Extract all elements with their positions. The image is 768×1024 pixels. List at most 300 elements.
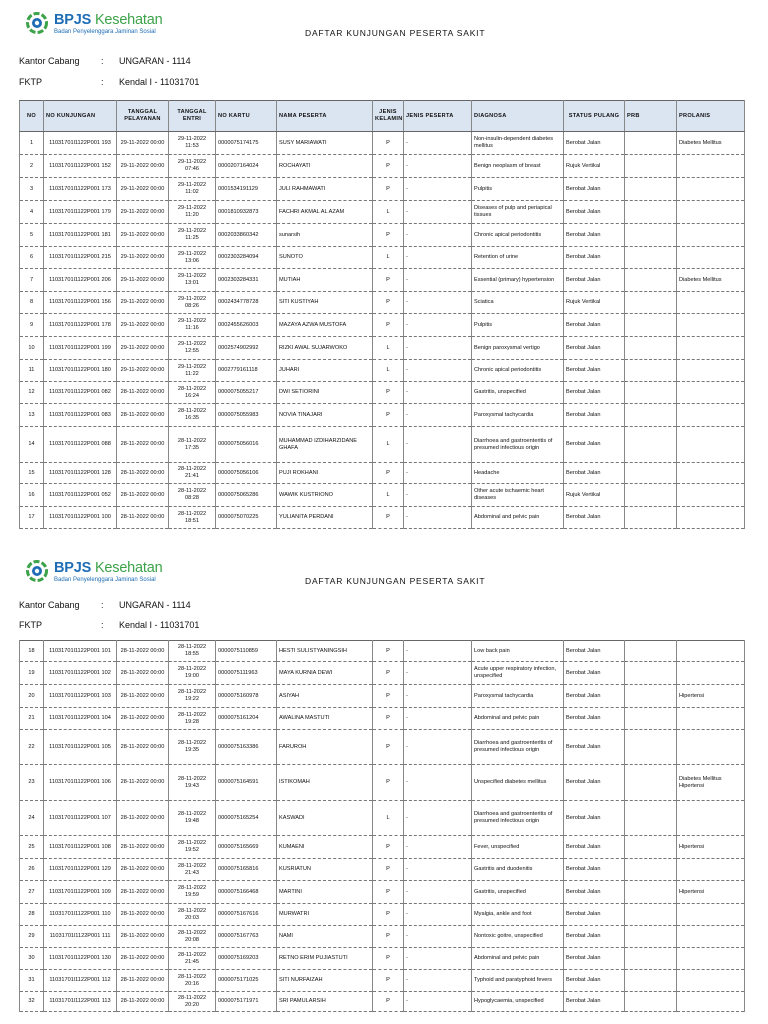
cell-prolanis <box>677 801 745 836</box>
cell-prolanis <box>677 948 745 970</box>
cell-no: 7 <box>20 269 44 292</box>
table-row <box>20 314 745 337</box>
cell-no-kartu: 0000075165669 <box>216 836 277 859</box>
cell-tanggal-pelayanan: 28-11-2022 00:00 <box>117 662 169 685</box>
cell-status-pulang: Berobat Jalan <box>564 948 625 970</box>
cell-diagnosa: Myalgia, ankle and foot <box>472 904 564 926</box>
cell-prolanis <box>677 992 745 1012</box>
cell-tanggal-pelayanan: 28-11-2022 00:00 <box>117 404 169 427</box>
cell-prb <box>625 992 677 1012</box>
cell-tanggal-pelayanan: 28-11-2022 00:00 <box>117 507 169 529</box>
table-row <box>20 427 745 463</box>
cell-no-kunjungan: 11031701l1122P001 129 <box>44 859 117 881</box>
table-row <box>20 292 745 314</box>
cell-tanggal-pelayanan: 28-11-2022 00:00 <box>117 904 169 926</box>
cell-no-kartu: 0000075110859 <box>216 641 277 662</box>
cell-no-kartu: 0000075055983 <box>216 404 277 427</box>
cell-no: 2 <box>20 155 44 178</box>
cell-no-kunjungan: 11031701l1122P001 173 <box>44 178 117 201</box>
cell-prolanis: Hipertensi <box>677 836 745 859</box>
cell-jenis-peserta: - <box>404 382 472 404</box>
cell-tanggal-entri: 28-11-2022 19:59 <box>169 881 216 904</box>
cell-no-kartu: 0002434778728 <box>216 292 277 314</box>
cell-no: 16 <box>20 484 44 507</box>
cell-tanggal-entri: 28-11-2022 19:52 <box>169 836 216 859</box>
cell-nama-peserta: NAMI <box>277 926 373 948</box>
cell-tanggal-entri: 28-11-2022 20:20 <box>169 992 216 1012</box>
cell-jenis-peserta: - <box>404 926 472 948</box>
cell-jenis-kelamin: P <box>373 382 404 404</box>
cell-no-kunjungan: 11031701l1122P001 193 <box>44 132 117 155</box>
cell-jenis-peserta: - <box>404 201 472 224</box>
cell-tanggal-entri: 29-11-2022 13:06 <box>169 247 216 269</box>
cell-jenis-kelamin: P <box>373 859 404 881</box>
cell-jenis-peserta: - <box>404 765 472 801</box>
cell-jenis-peserta: - <box>404 948 472 970</box>
cell-no-kunjungan: 11031701l1122P001 178 <box>44 314 117 337</box>
cell-tanggal-pelayanan: 28-11-2022 00:00 <box>117 641 169 662</box>
table-row <box>20 765 745 801</box>
cell-nama-peserta: MAZAYA AZWA MUSTOFA <box>277 314 373 337</box>
cell-nama-peserta: MUHAMMAD IZDIHARZIDANE GHAFA <box>277 427 373 463</box>
cell-prb <box>625 641 677 662</box>
table-row <box>20 132 745 155</box>
cell-no: 30 <box>20 948 44 970</box>
cell-tanggal-pelayanan: 28-11-2022 00:00 <box>117 765 169 801</box>
cell-status-pulang: Berobat Jalan <box>564 801 625 836</box>
cell-prb <box>625 314 677 337</box>
cell-no: 23 <box>20 765 44 801</box>
cell-prb <box>625 201 677 224</box>
cell-prolanis: Diabetes Mellitus <box>677 269 745 292</box>
cell-status-pulang: Rujuk Vertikal <box>564 292 625 314</box>
cell-diagnosa: Typhoid and paratyphoid fevers <box>472 970 564 992</box>
cell-no-kunjungan: 11031701l1122P001 206 <box>44 269 117 292</box>
cell-diagnosa: Other acute ischaemic heart diseases <box>472 484 564 507</box>
cell-diagnosa: Diarrhoea and gastroenteritis of presumed infectious origin <box>472 801 564 836</box>
cell-jenis-peserta: - <box>404 836 472 859</box>
cell-no: 26 <box>20 859 44 881</box>
cell-no-kunjungan: 11031701l1122P001 107 <box>44 801 117 836</box>
cell-nama-peserta: FACHRI AKMAL AL AZAM <box>277 201 373 224</box>
table-row <box>20 641 745 662</box>
document-title: DAFTAR KUNJUNGAN PESERTA SAKIT <box>305 28 486 38</box>
cell-no-kunjungan: 11031701l1122P001 199 <box>44 337 117 360</box>
table-row <box>20 247 745 269</box>
cell-tanggal-entri: 29-11-2022 13:01 <box>169 269 216 292</box>
cell-tanggal-pelayanan: 28-11-2022 00:00 <box>117 926 169 948</box>
table-row <box>20 708 745 730</box>
cell-status-pulang: Berobat Jalan <box>564 881 625 904</box>
table-row <box>20 685 745 708</box>
cell-no: 1 <box>20 132 44 155</box>
cell-prb <box>625 484 677 507</box>
table-row <box>20 269 745 292</box>
cell-jenis-kelamin: P <box>373 155 404 178</box>
col-jenis-peserta: JENIS PESERTA <box>404 101 472 132</box>
cell-no-kartu: 0000075163386 <box>216 730 277 765</box>
table-row <box>20 992 745 1012</box>
cell-jenis-kelamin: L <box>373 201 404 224</box>
cell-jenis-peserta: - <box>404 484 472 507</box>
cell-status-pulang: Berobat Jalan <box>564 247 625 269</box>
cell-prolanis <box>677 382 745 404</box>
cell-nama-peserta: KUMAENI <box>277 836 373 859</box>
cell-prolanis <box>677 247 745 269</box>
table-row <box>20 836 745 859</box>
cell-jenis-kelamin: P <box>373 463 404 484</box>
cell-tanggal-pelayanan: 29-11-2022 00:00 <box>117 178 169 201</box>
cell-diagnosa: Hypoglycaemia, unspecified <box>472 992 564 1012</box>
cell-nama-peserta: PUJI ROKHANI <box>277 463 373 484</box>
cell-prolanis <box>677 292 745 314</box>
cell-no-kartu: 0000075167616 <box>216 904 277 926</box>
cell-no-kunjungan: 11031701l1122P001 102 <box>44 662 117 685</box>
cell-no: 22 <box>20 730 44 765</box>
cell-diagnosa: Diseases of pulp and periapical tissues <box>472 201 564 224</box>
table-row <box>20 801 745 836</box>
cell-status-pulang: Berobat Jalan <box>564 360 625 382</box>
cell-nama-peserta: ASIYAH <box>277 685 373 708</box>
cell-prolanis <box>677 314 745 337</box>
cell-tanggal-entri: 28-11-2022 20:03 <box>169 904 216 926</box>
meta-fktp: FKTP : Kendal I - 11031701 <box>19 77 200 87</box>
cell-no-kunjungan: 11031701l1122P001 180 <box>44 360 117 382</box>
cell-tanggal-pelayanan: 28-11-2022 00:00 <box>117 970 169 992</box>
cell-status-pulang: Rujuk Vertikal <box>564 484 625 507</box>
cell-prb <box>625 247 677 269</box>
table-row <box>20 382 745 404</box>
cell-jenis-kelamin: P <box>373 292 404 314</box>
cell-no-kartu: 0000075167763 <box>216 926 277 948</box>
cell-no-kartu: 0000075056106 <box>216 463 277 484</box>
cell-tanggal-pelayanan: 28-11-2022 00:00 <box>117 427 169 463</box>
cell-jenis-peserta: - <box>404 992 472 1012</box>
cell-prolanis <box>677 970 745 992</box>
cell-jenis-kelamin: L <box>373 337 404 360</box>
cell-jenis-kelamin: P <box>373 641 404 662</box>
cell-diagnosa: Gastritis and duodenitis <box>472 859 564 881</box>
cell-no-kartu: 0000075111963 <box>216 662 277 685</box>
cell-status-pulang: Berobat Jalan <box>564 463 625 484</box>
cell-jenis-peserta: - <box>404 662 472 685</box>
cell-tanggal-entri: 28-11-2022 08:28 <box>169 484 216 507</box>
cell-tanggal-entri: 29-11-2022 11:22 <box>169 360 216 382</box>
cell-no: 8 <box>20 292 44 314</box>
cell-no: 17 <box>20 507 44 529</box>
cell-prolanis <box>677 404 745 427</box>
cell-nama-peserta: ISTIKOMAH <box>277 765 373 801</box>
cell-no: 25 <box>20 836 44 859</box>
cell-diagnosa: Essential (primary) hypertension <box>472 269 564 292</box>
cell-no-kunjungan: 11031701l1122P001 088 <box>44 427 117 463</box>
cell-tanggal-entri: 28-11-2022 18:51 <box>169 507 216 529</box>
cell-nama-peserta: KASWADI <box>277 801 373 836</box>
cell-no: 4 <box>20 201 44 224</box>
cell-tanggal-entri: 29-11-2022 07:46 <box>169 155 216 178</box>
cell-no: 31 <box>20 970 44 992</box>
cell-no-kartu: 0000075165816 <box>216 859 277 881</box>
cell-no: 20 <box>20 685 44 708</box>
cell-nama-peserta: KUSRIATUN <box>277 859 373 881</box>
cell-prb <box>625 292 677 314</box>
cell-no: 18 <box>20 641 44 662</box>
cell-prb <box>625 948 677 970</box>
cell-tanggal-entri: 28-11-2022 21:41 <box>169 463 216 484</box>
cell-jenis-peserta: - <box>404 292 472 314</box>
cell-jenis-kelamin: P <box>373 404 404 427</box>
cell-jenis-kelamin: L <box>373 360 404 382</box>
cell-prolanis <box>677 708 745 730</box>
cell-jenis-peserta: - <box>404 314 472 337</box>
cell-tanggal-entri: 28-11-2022 20:16 <box>169 970 216 992</box>
cell-nama-peserta: MAYA KURNIA DEWI <box>277 662 373 685</box>
cell-tanggal-entri: 28-11-2022 19:48 <box>169 801 216 836</box>
cell-status-pulang: Berobat Jalan <box>564 427 625 463</box>
cell-jenis-peserta: - <box>404 337 472 360</box>
col-no-kartu: NO KARTU <box>216 101 277 132</box>
cell-tanggal-entri: 28-11-2022 21:45 <box>169 948 216 970</box>
cell-diagnosa: Headache <box>472 463 564 484</box>
cell-nama-peserta: FARUROH <box>277 730 373 765</box>
cell-status-pulang: Berobat Jalan <box>564 201 625 224</box>
cell-nama-peserta: MUTIAH <box>277 269 373 292</box>
cell-no-kunjungan: 11031701l1122P001 108 <box>44 836 117 859</box>
cell-prb <box>625 178 677 201</box>
table-row <box>20 970 745 992</box>
cell-no-kartu: 0000075161204 <box>216 708 277 730</box>
cell-jenis-peserta: - <box>404 507 472 529</box>
cell-prb <box>625 970 677 992</box>
cell-diagnosa: Paroxysmal tachycardia <box>472 404 564 427</box>
bpjs-emblem-icon <box>26 12 48 34</box>
document-title: DAFTAR KUNJUNGAN PESERTA SAKIT <box>305 576 486 586</box>
cell-prb <box>625 836 677 859</box>
cell-no: 19 <box>20 662 44 685</box>
table-body-2 <box>20 641 745 1012</box>
cell-no: 3 <box>20 178 44 201</box>
cell-tanggal-entri: 28-11-2022 19:00 <box>169 662 216 685</box>
cell-no-kartu: 0000075164591 <box>216 765 277 801</box>
col-tanggal-pelayanan: TANGGAL PELAYANAN <box>117 101 169 132</box>
cell-tanggal-pelayanan: 28-11-2022 00:00 <box>117 463 169 484</box>
cell-status-pulang: Berobat Jalan <box>564 641 625 662</box>
cell-jenis-peserta: - <box>404 427 472 463</box>
cell-no-kunjungan: 11031701l1122P001 179 <box>44 201 117 224</box>
cell-prb <box>625 382 677 404</box>
cell-nama-peserta: JULI RAHMAWATI <box>277 178 373 201</box>
cell-tanggal-pelayanan: 29-11-2022 00:00 <box>117 292 169 314</box>
cell-diagnosa: Gastritis, unspecified <box>472 382 564 404</box>
col-tanggal-entri: TANGGAL ENTRI <box>169 101 216 132</box>
cell-diagnosa: Fever, unspecified <box>472 836 564 859</box>
cell-no: 24 <box>20 801 44 836</box>
cell-prb <box>625 337 677 360</box>
cell-jenis-kelamin: P <box>373 970 404 992</box>
cell-prolanis <box>677 926 745 948</box>
table-row <box>20 881 745 904</box>
cell-jenis-kelamin: P <box>373 948 404 970</box>
table-row <box>20 730 745 765</box>
cell-tanggal-pelayanan: 29-11-2022 00:00 <box>117 337 169 360</box>
cell-jenis-kelamin: L <box>373 801 404 836</box>
cell-status-pulang: Berobat Jalan <box>564 337 625 360</box>
cell-tanggal-pelayanan: 28-11-2022 00:00 <box>117 685 169 708</box>
cell-prolanis <box>677 859 745 881</box>
cell-prb <box>625 765 677 801</box>
cell-prolanis <box>677 662 745 685</box>
cell-prolanis <box>677 155 745 178</box>
col-diagnosa: DIAGNOSA <box>472 101 564 132</box>
cell-jenis-peserta: - <box>404 360 472 382</box>
cell-diagnosa: Benign neoplasm of breast <box>472 155 564 178</box>
col-no-kunjungan: NO KUNJUNGAN <box>44 101 117 132</box>
cell-no-kunjungan: 11031701l1122P001 103 <box>44 685 117 708</box>
cell-jenis-kelamin: L <box>373 247 404 269</box>
cell-prb <box>625 926 677 948</box>
cell-no: 9 <box>20 314 44 337</box>
cell-no-kunjungan: 11031701l1122P001 109 <box>44 881 117 904</box>
cell-diagnosa: Diarrhoea and gastroenteritis of presumed infectious origin <box>472 730 564 765</box>
cell-no-kunjungan: 11031701l1122P001 113 <box>44 992 117 1012</box>
table-body-1 <box>20 132 745 529</box>
cell-jenis-peserta: - <box>404 178 472 201</box>
cell-status-pulang: Berobat Jalan <box>564 178 625 201</box>
meta-kantor-cabang: Kantor Cabang : UNGARAN - 1114 <box>19 56 191 66</box>
cell-nama-peserta: AWALINA MASTUTI <box>277 708 373 730</box>
cell-tanggal-entri: 28-11-2022 19:35 <box>169 730 216 765</box>
cell-jenis-kelamin: P <box>373 507 404 529</box>
cell-no: 21 <box>20 708 44 730</box>
cell-status-pulang: Berobat Jalan <box>564 662 625 685</box>
cell-diagnosa: Sciatica <box>472 292 564 314</box>
cell-no-kunjungan: 11031701l1122P001 100 <box>44 507 117 529</box>
cell-tanggal-pelayanan: 28-11-2022 00:00 <box>117 730 169 765</box>
col-no: NO <box>20 101 44 132</box>
bpjs-emblem-icon <box>26 560 48 582</box>
cell-tanggal-entri: 29-11-2022 11:16 <box>169 314 216 337</box>
cell-nama-peserta: NOVIA TINAJARI <box>277 404 373 427</box>
cell-diagnosa: Diarrhoea and gastroenteritis of presumed infectious origin <box>472 427 564 463</box>
cell-jenis-peserta: - <box>404 641 472 662</box>
cell-tanggal-entri: 29-11-2022 11:53 <box>169 132 216 155</box>
cell-no-kartu: 0000075065286 <box>216 484 277 507</box>
cell-diagnosa: Chronic apical periodontitis <box>472 360 564 382</box>
cell-tanggal-pelayanan: 28-11-2022 00:00 <box>117 836 169 859</box>
cell-tanggal-entri: 28-11-2022 16:24 <box>169 382 216 404</box>
cell-tanggal-pelayanan: 28-11-2022 00:00 <box>117 859 169 881</box>
cell-no-kunjungan: 11031701l1122P001 181 <box>44 224 117 247</box>
cell-jenis-kelamin: P <box>373 881 404 904</box>
cell-status-pulang: Berobat Jalan <box>564 685 625 708</box>
cell-tanggal-pelayanan: 29-11-2022 00:00 <box>117 155 169 178</box>
cell-prb <box>625 801 677 836</box>
cell-jenis-kelamin: P <box>373 992 404 1012</box>
cell-no: 29 <box>20 926 44 948</box>
cell-diagnosa: Gastritis, unspecified <box>472 881 564 904</box>
cell-no: 11 <box>20 360 44 382</box>
cell-no-kunjungan: 11031701l1122P001 128 <box>44 463 117 484</box>
logo-subtitle: Badan Penyelenggara Jaminan Sosial <box>54 577 156 583</box>
cell-jenis-kelamin: P <box>373 836 404 859</box>
table-row <box>20 155 745 178</box>
cell-no-kartu: 0000075174175 <box>216 132 277 155</box>
cell-no-kunjungan: 11031701l1122P001 215 <box>44 247 117 269</box>
cell-prolanis <box>677 507 745 529</box>
logo-subtitle: Badan Penyelenggara Jaminan Sosial <box>54 29 156 35</box>
cell-diagnosa: Abdominal and pelvic pain <box>472 948 564 970</box>
cell-no-kunjungan: 11031701l1122P001 083 <box>44 404 117 427</box>
table-row <box>20 926 745 948</box>
cell-jenis-peserta: - <box>404 404 472 427</box>
cell-jenis-kelamin: L <box>373 427 404 463</box>
cell-jenis-peserta: - <box>404 859 472 881</box>
cell-tanggal-pelayanan: 28-11-2022 00:00 <box>117 382 169 404</box>
cell-jenis-peserta: - <box>404 881 472 904</box>
cell-prolanis <box>677 904 745 926</box>
table-row <box>20 662 745 685</box>
logo-wordmark: BPJS Kesehatan <box>54 12 163 28</box>
cell-jenis-kelamin: P <box>373 132 404 155</box>
cell-tanggal-entri: 28-11-2022 19:22 <box>169 685 216 708</box>
cell-tanggal-entri: 28-11-2022 19:28 <box>169 708 216 730</box>
cell-diagnosa: Benign paroxysmal vertigo <box>472 337 564 360</box>
cell-no-kunjungan: 11031701l1122P001 052 <box>44 484 117 507</box>
cell-jenis-kelamin: P <box>373 926 404 948</box>
cell-no-kunjungan: 11031701l1122P001 106 <box>44 765 117 801</box>
cell-prb <box>625 463 677 484</box>
cell-nama-peserta: sunarsih <box>277 224 373 247</box>
cell-tanggal-pelayanan: 29-11-2022 00:00 <box>117 314 169 337</box>
cell-jenis-peserta: - <box>404 801 472 836</box>
cell-prolanis: Hipertensi <box>677 685 745 708</box>
cell-diagnosa: Abdominal and pelvic pain <box>472 507 564 529</box>
cell-no: 6 <box>20 247 44 269</box>
cell-diagnosa: Paroxysmal tachycardia <box>472 685 564 708</box>
cell-nama-peserta: DWI SETIORINI <box>277 382 373 404</box>
cell-no-kartu: 0001534191129 <box>216 178 277 201</box>
cell-jenis-kelamin: P <box>373 662 404 685</box>
cell-jenis-peserta: - <box>404 269 472 292</box>
cell-no-kartu: 0001810932873 <box>216 201 277 224</box>
cell-no-kartu: 0000207164024 <box>216 155 277 178</box>
table-row <box>20 337 745 360</box>
cell-no: 14 <box>20 427 44 463</box>
cell-jenis-peserta: - <box>404 155 472 178</box>
cell-nama-peserta: JUHARI <box>277 360 373 382</box>
cell-jenis-peserta: - <box>404 904 472 926</box>
cell-prolanis: Diabetes Mellitus <box>677 132 745 155</box>
cell-jenis-kelamin: P <box>373 904 404 926</box>
bpjs-logo <box>26 12 166 38</box>
cell-no-kartu: 0000075171971 <box>216 992 277 1012</box>
cell-no-kunjungan: 11031701l1122P001 101 <box>44 641 117 662</box>
cell-tanggal-entri: 29-11-2022 12:55 <box>169 337 216 360</box>
cell-prb <box>625 730 677 765</box>
cell-jenis-kelamin: L <box>373 484 404 507</box>
cell-prb <box>625 155 677 178</box>
cell-jenis-peserta: - <box>404 730 472 765</box>
cell-prb <box>625 904 677 926</box>
cell-diagnosa: Pulpitis <box>472 178 564 201</box>
cell-diagnosa: Chronic apical periodontitis <box>472 224 564 247</box>
meta-fktp: FKTP : Kendal I - 11031701 <box>19 620 200 630</box>
cell-prb <box>625 404 677 427</box>
cell-no-kartu: 0000075171025 <box>216 970 277 992</box>
cell-status-pulang: Berobat Jalan <box>564 132 625 155</box>
cell-status-pulang: Berobat Jalan <box>564 970 625 992</box>
cell-prb <box>625 662 677 685</box>
